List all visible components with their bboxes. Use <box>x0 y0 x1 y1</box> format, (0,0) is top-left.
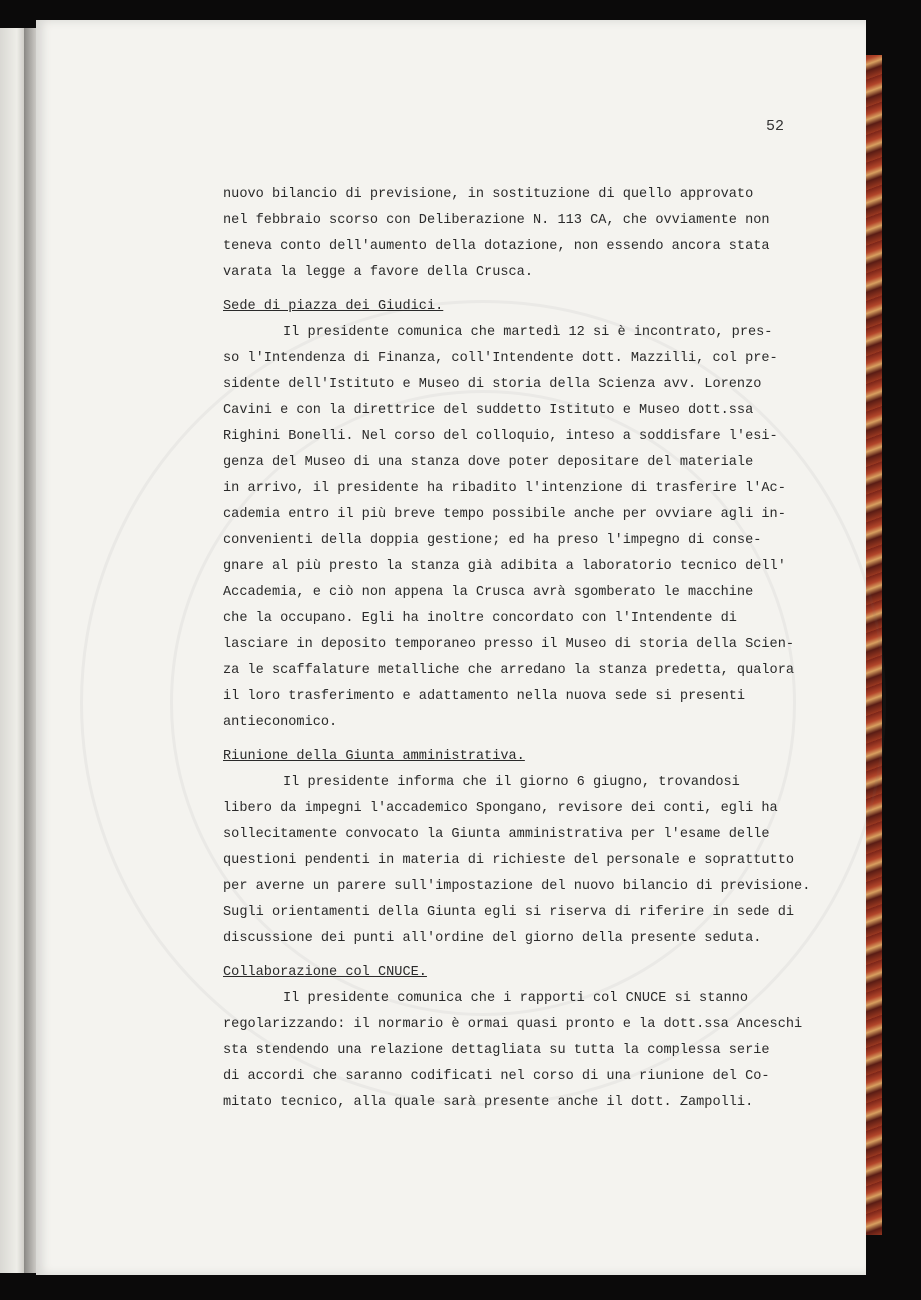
text-line: Righini Bonelli. Nel corso del colloquio, inteso a soddisfare l'esi- <box>223 429 778 444</box>
text-line: teneva conto dell'aumento della dotazione, non essendo ancora stata <box>223 239 770 254</box>
intro-paragraph <box>223 182 783 286</box>
text-line: cademia entro il più breve tempo possibile anche per ovviare agli in- <box>223 507 786 522</box>
section-heading <box>223 960 783 986</box>
text-line: sta stendendo una relazione dettagliata su tutta la complessa serie <box>223 1043 770 1058</box>
text-line: per averne un parere sull'impostazione del nuovo bilancio di previsione. <box>223 879 811 894</box>
text-line: convenienti della doppia gestione; ed ha preso l'impegno di conse- <box>223 533 762 548</box>
text-line: regolarizzando: il normario è ormai quasi pronto e la dott.ssa Anceschi <box>223 1017 803 1032</box>
section-heading <box>223 744 783 770</box>
left-page-edge <box>0 28 24 1273</box>
text-line: questioni pendenti in materia di richieste del personale e soprattutto <box>223 853 795 868</box>
page-number: 52 <box>766 118 785 135</box>
text-line: sollecitamente convocato la Giunta amministrativa per l'esame delle <box>223 827 770 842</box>
section-heading <box>223 294 783 320</box>
text-line: varata la legge a favore della Crusca. <box>223 265 533 280</box>
section-paragraph <box>223 986 803 1116</box>
typed-text-body <box>223 182 811 1116</box>
text-line: mitato tecnico, alla quale sarà presente anche il dott. Zampolli. <box>223 1095 754 1110</box>
text-line: Il presidente comunica che martedì 12 si è incontrato, pres- <box>283 325 773 340</box>
text-line: libero da impegni l'accademico Spongano, revisore dei conti, egli ha <box>223 801 778 816</box>
text-line: sidente dell'Istituto e Museo di storia della Scienza avv. Lorenzo <box>223 377 762 392</box>
text-line: Il presidente informa che il giorno 6 giugno, trovandosi <box>283 775 740 790</box>
text-line: genza del Museo di una stanza dove poter depositare del materiale <box>223 455 754 470</box>
text-line: Accademia, e ciò non appena la Crusca avrà sgomberato le macchine <box>223 585 754 600</box>
text-line: Sugli orientamenti della Giunta egli si riserva di riferire in sede di <box>223 905 795 920</box>
text-line: nel febbraio scorso con Deliberazione N. 113 CA, che ovviamente non <box>223 213 770 228</box>
text-line: nuovo bilancio di previsione, in sostituzione di quello approvato <box>223 187 754 202</box>
text-line: discussione dei punti all'ordine del giorno della presente seduta. <box>223 931 762 946</box>
text-line: Cavini e con la direttrice del suddetto Istituto e Museo dott.ssa <box>223 403 754 418</box>
text-line: lasciare in deposito temporaneo presso il Museo di storia della Scien- <box>223 637 795 652</box>
text-line: so l'Intendenza di Finanza, coll'Intendente dott. Mazzilli, col pre- <box>223 351 778 366</box>
text-line: gnare al più presto la stanza già adibita a laboratorio tecnico dell' <box>223 559 786 574</box>
section-heading-text: Sede di piazza dei Giudici. <box>223 299 444 314</box>
section-paragraph <box>223 320 795 736</box>
section-heading-text: Riunione della Giunta amministrativa. <box>223 749 525 764</box>
text-line: che la occupano. Egli ha inoltre concordato con l'Intendente di <box>223 611 737 626</box>
text-line: il loro trasferimento e adattamento nella nuova sede si presenti <box>223 689 746 704</box>
text-line: in arrivo, il presidente ha ribadito l'intenzione di trasferire l'Ac- <box>223 481 786 496</box>
text-line: za le scaffalature metalliche che arredano la stanza predetta, qualora <box>223 663 795 678</box>
section-heading-text: Collaborazione col CNUCE. <box>223 965 427 980</box>
text-line: Il presidente comunica che i rapporti col CNUCE si stanno <box>283 991 748 1006</box>
section-paragraph <box>223 770 811 952</box>
text-line: di accordi che saranno codificati nel corso di una riunione del Co- <box>223 1069 770 1084</box>
text-line: antieconomico. <box>223 715 338 730</box>
